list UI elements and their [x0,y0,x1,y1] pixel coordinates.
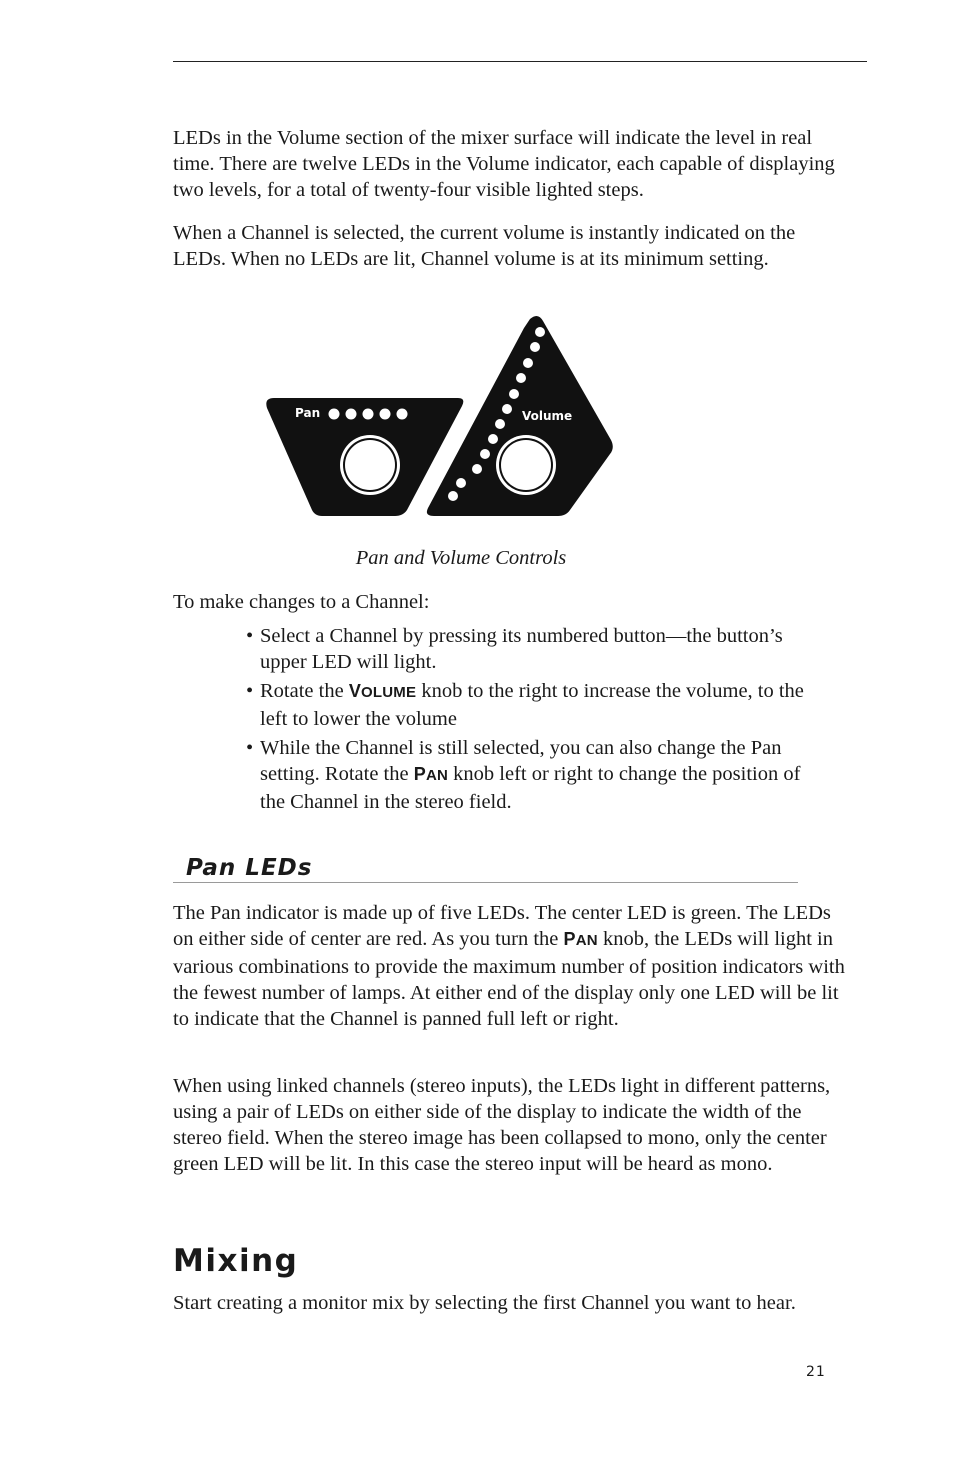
page-number: 21 [806,1364,826,1380]
volume-led [495,419,505,429]
paragraph-channel-selected: When a Channel is selected, the current volume is instantly indicated on the LEDs. When no LEDs are lit, Channel volume is at its minimum setting. [173,222,796,270]
volume-led [530,342,540,352]
header-rule [173,61,867,62]
bullet-mark: • [246,680,254,702]
volume-led [523,358,533,368]
volume-led [488,434,498,444]
bullet-text: Rotate the [260,680,349,702]
paragraph-pan-indicator: The Pan indicator is made up of five LEDs. The center LED is green. The LEDs on either side of center are red. As you turn the PAN knob, the LEDs will light in various combinations to provide the maximum number of position indicators with the fewest number of lamps. At either end of the display only one LED will be lit to indicate that the Channel is panned full left or right. [173,902,845,1030]
list-item [246,735,806,815]
bullet-text: knob left or right to change the position of the Channel in the stereo field. [260,763,801,813]
pan-led [329,409,340,420]
pan-knob[interactable] [340,435,400,495]
volume-led [502,404,512,414]
paragraph-volume-leds: LEDs in the Volume section of the mixer surface will indicate the level in real time. There are twelve LEDs in the Volume indicator, each capable of displaying two levels, for a total of twenty-four visible lighted steps. [173,127,835,201]
bullet-text: knob to the right to increase the volume, to the left to lower the volume [260,680,804,730]
volume-led [448,491,458,501]
volume-led [480,449,490,459]
volume-led [509,389,519,399]
pan-label: Pan [295,406,321,420]
list-item [246,678,806,732]
pan-volume-figure [262,312,616,518]
pan-led [346,409,357,420]
volume-led [456,478,466,488]
bullet-text: While the Channel is still selected, you can also change the Pan setting. Rotate the [260,737,782,785]
pan-led [363,409,374,420]
volume-key-name: VOLUME [348,681,417,701]
bullet-mark: • [246,625,254,647]
section-heading-pan-leds: Pan LEDs [186,855,313,881]
bullet-text: Select a Channel by pressing its numbered button—the button’s upper LED will light. [260,625,783,673]
instruction-list [246,623,806,818]
section-heading-mixing: Mixing [173,1243,299,1279]
paragraph-linked-channels: When using linked channels (stereo inputs), the LEDs light in different patterns, using a pair of LEDs on either side of the display to indicate the width of the stereo field. When the stereo image has been collapsed to mono, only the center green LED will be lit. In this case the stereo input will be heard as mono. [173,1075,831,1175]
pan-led [380,409,391,420]
section-rule [173,882,798,883]
pan-key-name: PAN [413,764,449,784]
figure-caption: Pan and Volume Controls [355,547,567,569]
bullet-mark: • [246,737,254,759]
pan-key-name: PAN [563,929,598,949]
volume-knob[interactable] [496,435,556,495]
paragraph-start-mix: Start creating a monitor mix by selecting the first Channel you want to hear. [173,1292,796,1314]
volume-led [516,373,526,383]
volume-led [472,464,482,474]
pan-led [397,409,408,420]
volume-label: Volume [522,409,573,423]
list-item [246,623,806,675]
volume-led [535,327,545,337]
paragraph-make-changes: To make changes to a Channel: [173,591,430,613]
